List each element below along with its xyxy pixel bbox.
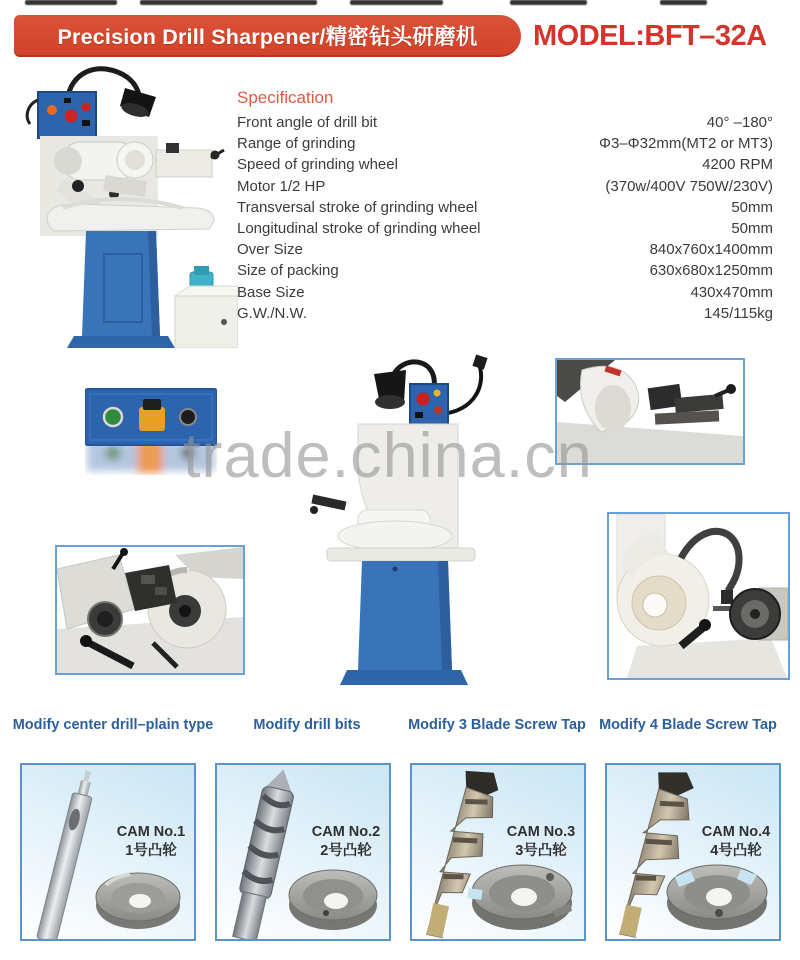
mechanism-photo-frame: [55, 545, 245, 675]
spec-label: G.W./N.W.: [237, 304, 307, 322]
cam-label-zh: 3号凸轮: [515, 843, 567, 859]
scan-artifact-strip: [140, 0, 317, 5]
model-number: MODEL:BFT–32A: [533, 20, 767, 52]
cam-box-4: [605, 763, 781, 941]
cam-label-zh: 4号凸轮: [710, 843, 762, 859]
cam-label: [693, 823, 779, 861]
specification-section: [237, 88, 773, 324]
caption-center-drill: Modify center drill–plain type: [12, 717, 214, 733]
spec-row: [237, 239, 773, 260]
cam-ring-image: [88, 865, 188, 931]
spec-label: Size of packing: [237, 262, 339, 280]
spec-value: 40° –180°: [706, 114, 773, 131]
spec-row: [237, 197, 773, 218]
machine-front-photo: [300, 352, 515, 697]
spec-label: Motor 1/2 HP: [237, 177, 326, 195]
spec-value: 4200 RPM: [702, 156, 773, 174]
scan-artifact-strip: [660, 0, 707, 5]
spec-value: 145/115kg: [704, 304, 773, 322]
scan-artifact-strip: [350, 0, 443, 5]
watermark-text: trade.china.cn: [183, 421, 593, 491]
cam-label-zh: 1号凸轮: [125, 843, 177, 859]
cam-label-en: CAM No.2: [311, 824, 381, 840]
cam-label-en: CAM No.4: [701, 824, 771, 840]
spec-value: Φ3–Φ32mm(MT2 or MT3): [599, 135, 773, 153]
spec-value: 630x680x1250mm: [649, 262, 773, 280]
spec-row: [237, 282, 773, 303]
cam-label-en: CAM No.1: [116, 824, 186, 840]
cam-label-zh: 2号凸轮: [320, 843, 372, 859]
cam-box-3: [410, 763, 586, 941]
spec-value: 50mm: [731, 198, 773, 216]
cam-ring-image: [661, 855, 773, 931]
spec-label: Front angle of drill bit: [237, 114, 378, 131]
cam-label: [108, 823, 194, 861]
spec-label: Speed of grinding wheel: [237, 156, 398, 174]
scan-artifact-strip: [25, 0, 117, 5]
spec-value: 50mm: [731, 220, 773, 238]
spec-row: [237, 260, 773, 281]
product-title: Precision Drill Sharpener/精密钻头研磨机: [57, 24, 478, 49]
spec-row: [237, 218, 773, 239]
mechanism-photo: [57, 547, 243, 673]
cam-ring-image: [283, 861, 383, 931]
spec-label: Base Size: [237, 283, 305, 301]
spec-label: Longitudinal stroke of grinding wheel: [237, 220, 481, 238]
cam-label: [498, 823, 584, 861]
product-title-banner: [14, 15, 521, 57]
spec-label: Transversal stroke of grinding wheel: [237, 198, 478, 216]
spec-row: [237, 176, 773, 197]
scan-artifact-strip: [510, 0, 587, 5]
caption-4-blade-tap: Modify 4 Blade Screw Tap: [599, 717, 777, 733]
cam-ring-image: [466, 855, 578, 931]
main-machine-photo: [8, 58, 238, 348]
wheel-chuck-photo-frame: [607, 512, 790, 680]
wheel-chuck-photo: [609, 514, 788, 678]
caption-drill-bits: Modify drill bits: [253, 717, 361, 733]
spec-row: [237, 112, 773, 133]
spec-row: [237, 154, 773, 175]
spec-label: Range of grinding: [237, 135, 356, 153]
cam-label: [303, 823, 389, 861]
spec-row: [237, 133, 773, 154]
spec-label: Over Size: [237, 241, 303, 259]
spec-value: (370w/400V 750W/230V): [605, 177, 773, 195]
specification-title: Specification: [237, 88, 334, 107]
cam-label-en: CAM No.3: [506, 824, 576, 840]
cam-box-2: [215, 763, 391, 941]
spec-value: 430x470mm: [690, 283, 773, 301]
spec-value: 840x760x1400mm: [649, 241, 773, 259]
caption-3-blade-tap: Modify 3 Blade Screw Tap: [408, 717, 586, 733]
cam-box-1: [20, 763, 196, 941]
spec-row: [237, 303, 773, 324]
